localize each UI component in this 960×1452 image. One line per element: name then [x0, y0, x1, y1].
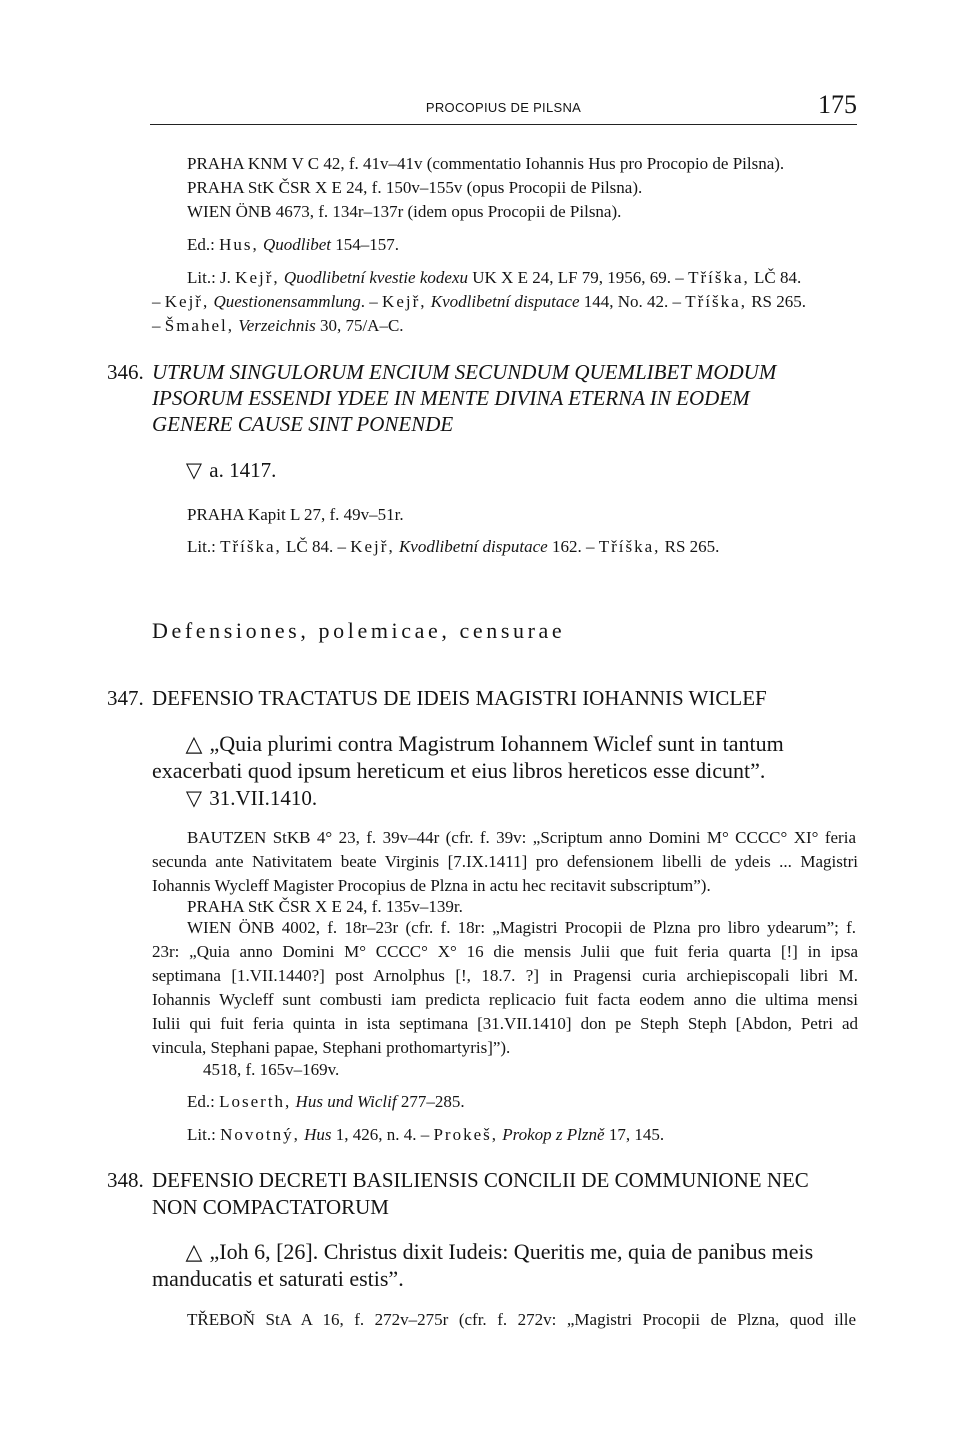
- entry-title: NON COMPACTATORUM: [152, 1195, 389, 1219]
- manuscript-line: PRAHA KNM V C 42, f. 41v–41v (commentatio Iohannis Hus pro Procopio de Pilsna).: [187, 154, 785, 173]
- entry-number: 347.: [107, 686, 144, 710]
- literature-line: – Šmahel, Verzeichnis 30, 75/A–C.: [152, 316, 404, 335]
- incipit-triangle-icon: △: [185, 731, 203, 756]
- literature-line: Lit.: Novotný, Hus 1, 426, n. 4. – Prokeš, Prokop z Plzně 17, 145.: [187, 1125, 665, 1144]
- manuscript-line: WIEN ÖNB 4673, f. 134r–137r (idem opus Procopii de Pilsna).: [187, 202, 622, 221]
- manuscript-line: 23r: „Quia anno Domini M° CCCC° X° 16 die mensis Julii que fuit feria quarta [!] in ipsa: [152, 942, 858, 961]
- manuscript-line: PRAHA StK ČSR X E 24, f. 150v–155v (opus Procopii de Pilsna).: [187, 178, 643, 197]
- explicit-line: ▽ 31.VII.1410.: [185, 786, 318, 810]
- manuscript-line: Iulii qui fuit feria quinta in ista septimana [31.VII.1410] don pe Steph Steph [Abdon, Petri ad: [152, 1014, 858, 1033]
- manuscript-line: secunda ante Nativitatem beate Virginis [7.IX.1411] pro defensionem libelli de ydeis ... Magistri: [152, 852, 858, 871]
- entry-number: 346.: [107, 360, 144, 384]
- literature-line: Lit.: Tříška, LČ 84. – Kejř, Kvodlibetní disputace 162. – Tříška, RS 265.: [187, 537, 720, 556]
- edition-line: Ed.: Loserth, Hus und Wiclif 277–285.: [187, 1092, 465, 1111]
- manuscript-line: PRAHA StK ČSR X E 24, f. 135v–139r.: [187, 897, 463, 916]
- manuscript-line: WIEN ÖNB 4002, f. 18r–23r (cfr. f. 18r: „Magistri Procopii de Plzna pro libro ydearum”; f.: [187, 918, 856, 937]
- explicit-line: ▽ a. 1417.: [185, 458, 277, 482]
- entry-number: 348.: [107, 1168, 144, 1192]
- manuscript-line: PRAHA Kapit L 27, f. 49v–51r.: [187, 505, 404, 524]
- incipit-line: △ „Ioh 6, [26]. Christus dixit Iudeis: Queritis me, quia de panibus meis: [185, 1239, 814, 1264]
- entry-title: UTRUM SINGULORUM ENCIUM SECUNDUM QUEMLIBET MODUM: [152, 360, 777, 384]
- section-heading: Defensiones, polemicae, censurae: [152, 618, 566, 643]
- explicit-triangle-icon: ▽: [185, 786, 203, 810]
- manuscript-line: Iohannis Wycleff sunt combusti iam predicta replicacio fuit facta eodem anno die ultima mensi: [152, 990, 858, 1009]
- incipit-line: exacerbati quod ipsum hereticum et eius libros hereticos esse dicunt”.: [152, 758, 766, 783]
- entry-title: DEFENSIO TRACTATUS DE IDEIS MAGISTRI IOHANNIS WICLEF: [152, 686, 767, 710]
- literature-line: Lit.: J. Kejř, Quodlibetní kvestie kodexu UK X E 24, LF 79, 1956, 69. – Tříška, LČ 84.: [187, 268, 802, 287]
- incipit-triangle-icon: △: [185, 1239, 203, 1264]
- entry-title: DEFENSIO DECRETI BASILIENSIS CONCILII DE COMMUNIONE NEC: [152, 1168, 809, 1192]
- running-title: PROCOPIUS DE PILSNA: [425, 100, 582, 115]
- manuscript-line: Iohannis Wycleff Magister Procopius de Plzna in actu hec recitavit subscriptum”).: [152, 876, 711, 895]
- manuscript-line: BAUTZEN StKB 4° 23, f. 39v–44r (cfr. f. 39v: „Scriptum anno Domini M° CCCC° XI° feria: [187, 828, 856, 847]
- manuscript-line: septimana [1.VII.1440?] post Arnolphus [!, 18.7. ?] in Pragensi curia archiepiscopali libri M.: [152, 966, 858, 985]
- manuscript-line: vincula, Stephani papae, Stephani prothomartyris]”).: [152, 1038, 511, 1057]
- entry-title: IPSORUM ESSENDI YDEE IN MENTE DIVINA ETERNA IN EODEM: [152, 386, 750, 410]
- page-header: [150, 90, 857, 125]
- page-number: 175: [818, 90, 857, 119]
- manuscript-line: 4518, f. 165v–169v.: [203, 1060, 340, 1079]
- incipit-line: manducatis et saturati estis”.: [152, 1266, 404, 1291]
- explicit-triangle-icon: ▽: [185, 458, 203, 482]
- entry-title: GENERE CAUSE SINT PONENDE: [152, 412, 454, 436]
- literature-line: – Kejř, Questionensammlung. – Kejř, Kvodlibetní disputace 144, No. 42. – Tříška, RS 265.: [152, 292, 807, 311]
- manuscript-line: TŘEBOŇ StA A 16, f. 272v–275r (cfr. f. 272v: „Magistri Procopii de Plzna, quod ille: [187, 1310, 856, 1329]
- edition-line: Ed.: Hus, Quodlibet 154–157.: [187, 235, 400, 254]
- incipit-line: △ „Quia plurimi contra Magistrum Iohannem Wiclef sunt in tantum: [185, 731, 784, 756]
